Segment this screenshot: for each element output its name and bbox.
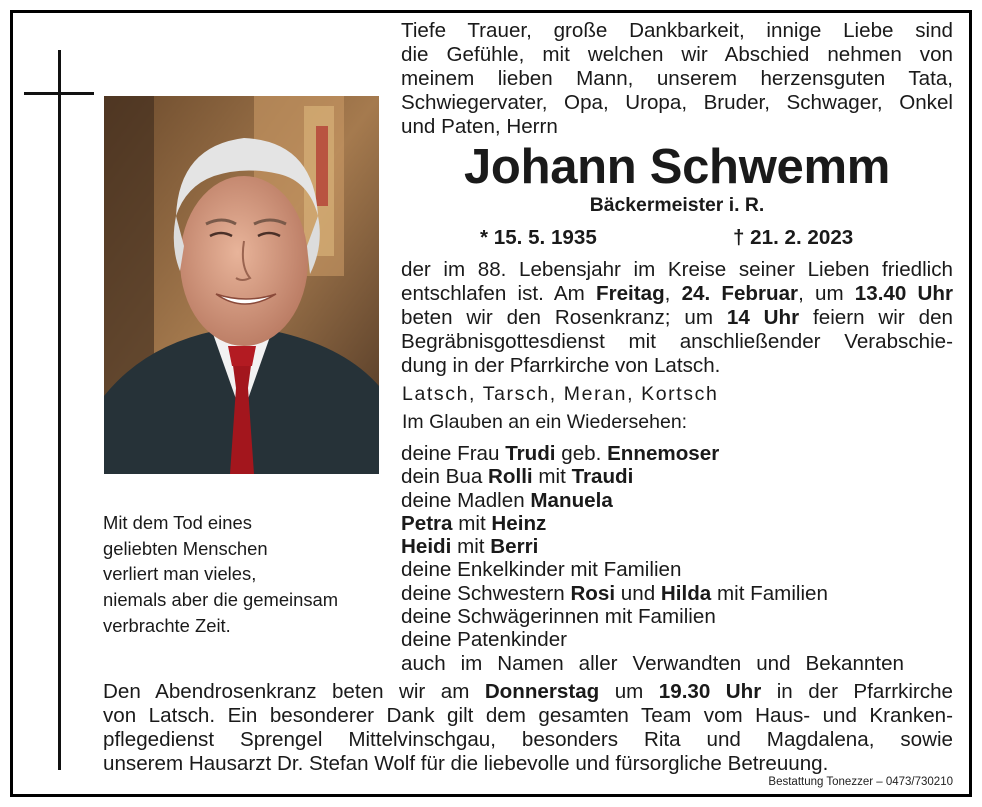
body-line: entschlafen ist. Am Freitag, 24. Februar, um 13.40 Uhr — [401, 282, 953, 305]
deceased-profession: Bäckermeister i. R. — [589, 194, 765, 216]
death-date: † 21. 2. 2023 — [733, 226, 854, 249]
intro-line: meinem lieben Mann, unserem herzensguten Tata, — [401, 67, 953, 90]
mourners-list — [401, 442, 953, 675]
mourner-line: Heidi mit Berri — [401, 535, 539, 559]
birth-date: * 15. 5. 1935 — [480, 226, 597, 249]
mourner-line: deine Schwestern Rosi und Hilda mit Familien — [401, 581, 828, 605]
quote-line: Mit dem Tod eines — [103, 512, 252, 533]
places-line: Latsch, Tarsch, Meran, Kortsch — [402, 383, 719, 405]
body-line: dung in der Pfarrkirche von Latsch. — [401, 354, 721, 377]
quote-line: verbrachte Zeit. — [103, 614, 231, 636]
quote-line: geliebten Menschen — [103, 537, 268, 559]
quote-line: niemals aber die gemeinsam — [103, 589, 339, 611]
mourner-line: deine Frau Trudi geb. Ennemoser — [401, 442, 720, 465]
mourner-line: deine Enkelkinder mit Familien — [401, 558, 682, 582]
portrait-photo — [104, 96, 379, 474]
closing-line: pflegedienst Sprengel Mittelvinschgau, besonders Rita und Magdalena, sowie — [103, 728, 953, 751]
intro-line: und Paten, Herrn — [401, 115, 558, 138]
funeral-home-footer: Bestattung Tonezzer – 0473/730210 — [768, 776, 953, 788]
intro-line: Schwiegervater, Opa, Uropa, Bruder, Schwager, Onkel — [401, 91, 953, 114]
closing-line: Den Abendrosenkranz beten wir am Donnerstag um 19.30 Uhr in der Pfarrkirche — [103, 680, 953, 703]
funeral-details — [401, 258, 953, 378]
quote-line: verliert man vieles, — [103, 563, 257, 585]
intro-line: Tiefe Trauer, große Dankbarkeit, innige Liebe sind — [401, 19, 953, 42]
intro-line: die Gefühle, mit welchen wir Abschied nehmen von — [401, 43, 953, 66]
memorial-quote — [103, 510, 388, 639]
mourner-line: Petra mit Heinz — [401, 511, 547, 535]
body-line: beten wir den Rosenkranz; um 14 Uhr feiern wir den — [401, 306, 953, 329]
closing-text — [103, 680, 953, 776]
cross-icon — [58, 50, 61, 770]
body-line: Begräbnisgottesdienst mit anschließender Verabschie- — [401, 330, 953, 353]
cross-icon-bar — [24, 92, 94, 95]
mourner-line: deine Madlen Manuela — [401, 488, 613, 512]
mourner-line: auch im Namen aller Verwandten und Bekannten — [401, 651, 904, 675]
closing-line: unserem Hausarzt Dr. Stefan Wolf für die liebevolle und fürsorgliche Betreuung. — [103, 752, 829, 775]
closing-line: von Latsch. Ein besonderer Dank gilt dem gesamten Team vom Haus- und Kranken- — [103, 704, 953, 727]
deceased-name: Johann Schwemm — [463, 140, 890, 194]
mourner-line: deine Patenkinder — [401, 628, 568, 652]
faith-line: Im Glauben an ein Wiedersehen: — [402, 411, 688, 433]
body-line: der im 88. Lebensjahr im Kreise seiner Lieben friedlich — [401, 258, 953, 281]
mourner-line: deine Schwägerinnen mit Familien — [401, 605, 716, 629]
intro-text — [401, 19, 953, 139]
mourner-line: dein Bua Rolli mit Traudi — [401, 465, 634, 489]
